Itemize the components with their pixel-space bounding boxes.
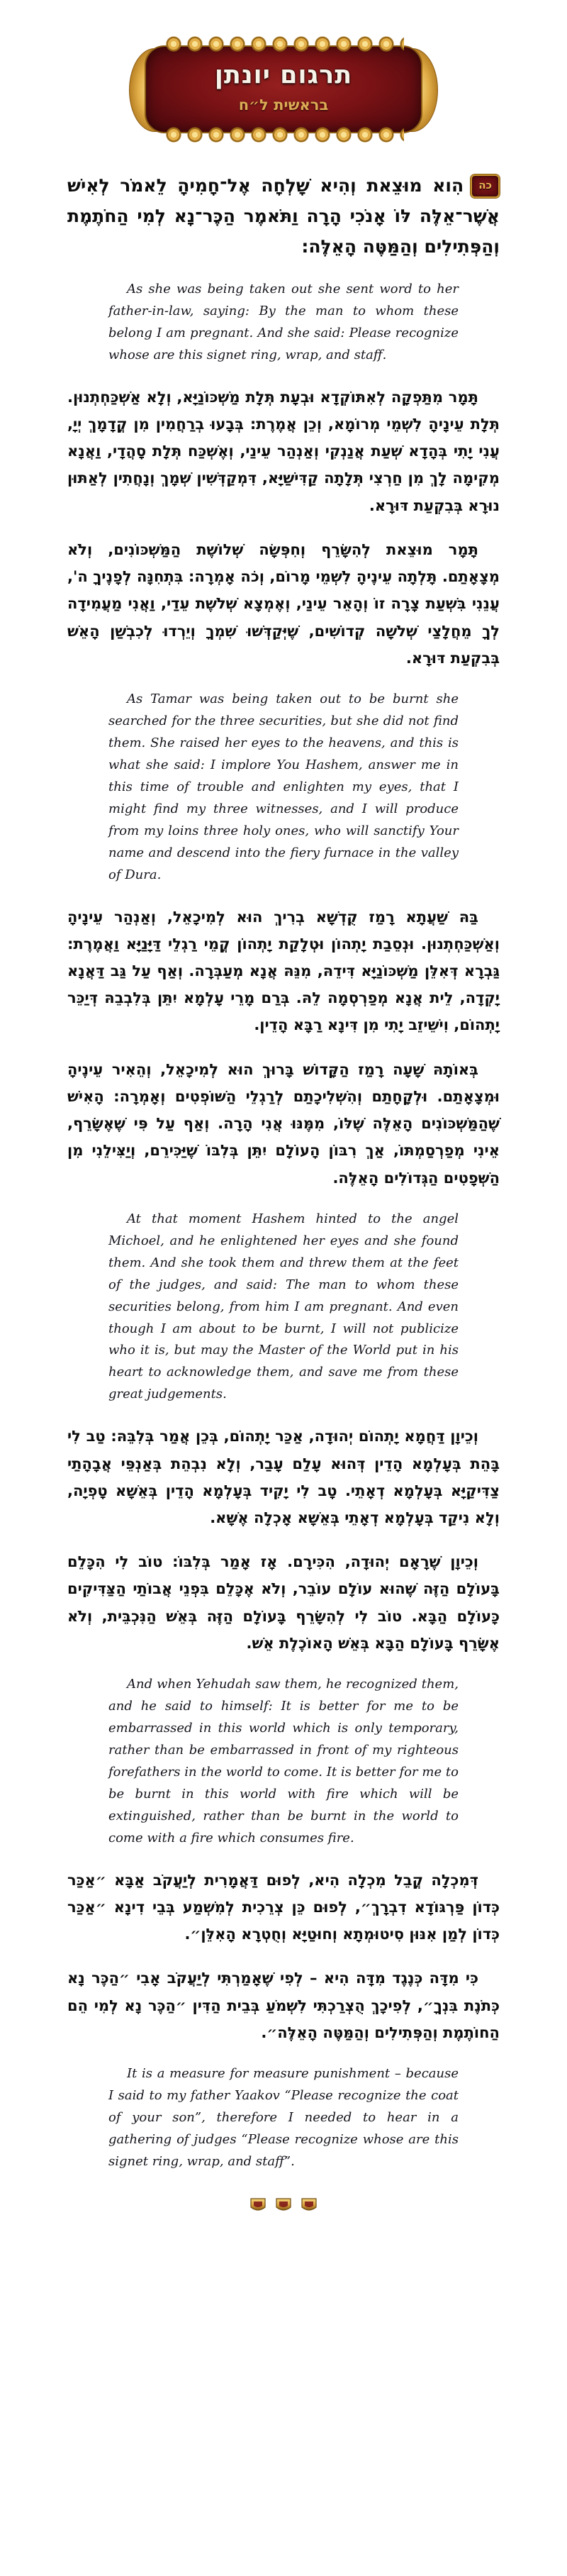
content-column <box>67 170 500 2173</box>
verse-number-badge: כה <box>471 174 500 198</box>
english-translation-paragraph: As she was being taken out she sent word to her father-in-law, saying: By the man to whom these belong I am pregnant. And she said: Please recognize whose are this signet ring, wrap, and staff. <box>108 282 459 362</box>
footer-nav <box>0 2197 567 2211</box>
targum-aramaic-paragraph: דְּמִכְלָה קֳבֵל מִכְלָה הִיא, לְפוּם דַּאֲמָרִית לְיַעֲקֹב אַבָּא ״אַכַּר כְּדוֹן פַּרְגּוֹדָא דִבְרָךְ״, לְפוּם כֵּן צְרֵכִית לְמִשְׁמַע בְּבֵי דִינָא ״אַכַּר כְּדוֹן לְמַן אִנּוּן סִיטוּמְתָא וְחוּטַיָּא וְחֻטְרָא הָאִלֵּן״. <box>67 1871 500 1943</box>
targum-aramaic-paragraph: תָּמָר מִתַּפְקָה לְאִתּוֹקְדָא וּבְעָת תְּלָת מַשְׁכּוֹנַיָּא, וְלָא אַשְׁכַּחְתְנוּן. תְּלָת עֵינָיהָ לִשְׁמֵי מְרוֹמָא, וְכֵן אֲמֶרֶת: בְּבָעוּ בְרַחֲמִין מִן קֳדָמָךְ יְיָ, עֲנִי יָתִי בְּהָדָא שְׁעַת אֲנַנְקִי וְאַנְהַר עֵינַי, וְאֶשְׁכַּח תְּלָת סָהֲדָי, וַאֲנָא מְקִימָה לָךְ מִן חַרְצִי תְּלָתָה קַדִּישַׁיָּא, דִּמְקַדְּשִׁין שְׁמָךְ וְנָחֲתִין לְאַתּוּן נוּרָא בְּבִקְעַת דּוּרָא. <box>67 388 500 514</box>
banner-scallop-bottom-icon <box>163 127 404 143</box>
banner-scallop-top-icon <box>163 36 404 52</box>
english-translation-paragraph: As Tamar was being taken out to be burnt she searched for the three securities, but she did not find them. She raised her eyes to the heavens, and this is what she said: I implore You Hashem, answer me in this time of trouble and enlighten my eyes, that I might find my three witnesses, and I will produce from my loins three holy ones, who will sanctify Your name and descend into the fiery furnace in the valley of Dura. <box>108 692 459 882</box>
verse-block <box>67 170 500 262</box>
hebrew-translation-paragraph: כִּי מִדָּה כְּנֶגֶד מִדָּה הִיא – לְפִי שֶׁאָמַרְתִּי לְיַעֲקֹב אָבִי ״הַכֶּר נָא כְּתֹנֶת בִּנְךָ״, לְפִיכָךְ הֻצְרַכְתִּי לִשְׁמֹעַ בְּבֵית הַדִּין ״הַכֶּר נָא לְמִי הֵם הַחוֹתֶמֶת וְהַפְּתִילִים וְהַמַּטֶּה הָאֵלֶּה״. <box>67 1970 500 2041</box>
hebrew-translation-paragraph: בְּאוֹתָהּ שָׁעָה רָמַז הַקָּדוֹשׁ בָּרוּךְ הוּא לְמִיכָאֵל, וְהֵאִיר עֵינֶיהָ וּמְצָאָתַם. וּלְקָחָתַם וְהִשְׁלִיכָתַם לְרַגְלֵי הַשּׁוֹפְטִים וְאָמְרָה: הָאִישׁ שֶׁהַמַּשְׁכּוֹנִים הָאֵלֶּה שֶׁלּוֹ, מִמֶּנּוּ אֲנִי הָרָה. וְאַף עַל פִּי שֶׁאֶשָּׂרֵף, אֵינִי מְפַרְסַמְתּוֹ, אַךְ רִבּוֹן הָעוֹלָם יִתֵּן בְּלִבּוֹ שֶׁיַּכִּירֵם, וְיַצִּילֵנִי מִן הַשְּׁפָטִים הַגְּדוֹלִים הָאֵלֶּה. <box>67 1060 500 1187</box>
hebrew-translation-paragraph: וְכֵיוָן שֶׁרָאָם יְהוּדָה, הִכִּירָם. אָז אָמַר בְּלִבּוֹ: טוֹב לִי הִכָּלֵם בָּעוֹלָם הַזֶּה שֶׁהוּא עוֹלָם עוֹבֵר, וְלֹא אֶכָּלֵם בִּפְנֵי אֲבוֹתַי הַצַּדִּיקִים כָּעוֹלָם הַבָּא. טוֹב לִי לְהִשָּׂרֵף בָּעוֹלָם הַזֶּה בְּאֵשׁ הַנִּכְבֵּית, וְלֹא אֶשָּׂרֵף בָּעוֹלָם הַבָּא בְּאֵשׁ הָאוֹכֶלֶת אֵשׁ. <box>67 1553 500 1652</box>
english-translation-paragraph: And when Yehudah saw them, he recognized them, and he said to himself: It is better for me to be embarrassed in this world which is only temporary, rather than be embarrassed in front of my righteous forefathers in the world to come. It is better for me to be burnt in this world with fire which will be extinguished, rather than be burnt in the world to come with a fire which consumes fire. <box>108 1677 459 1845</box>
header-banner <box>135 37 432 142</box>
targum-aramaic-paragraph: בַּהּ שַׁעֲתָא רָמַז קֻדְשָׁא בְרִיךְ הוּא לְמִיכָאֵל, וְאַנְהַר עֵינָיהָ וְאַשְׁכַּחְתְנוּן. וּנְסֵבַת יָתְהוֹן וּטְלָקַת יָתְהוֹן קֳמֵי רַגְלֵי דַּיָּנַיָּא וַאֲמֶרֶת: גַּבְרָא דְּאִלֵּן מַשְׁכּוֹנַיָּא דִּידֵהּ, מִנֵּהּ אֲנָא מְעַבְּרָה. וְאַף עַל גַּב דַּאֲנָא יָקְדָה, לֵית אֲנָא מְפַרְסְמָה לֵהּ. בְּרַם מָרֵי עָלְמָא יִתֵּן בְּלִבְבֵהּ דְּיַכֵּר יָתְהוֹם, וִישֵׁיזֵב יָתִי מִן דִּינָא רַבָּא הָדֵין. <box>67 908 500 1034</box>
hebrew-translation-paragraph: תָּמָר מוּצֵאת לְהִשָּׂרֵף וְחִפְּשָׂה שְׁלוֹשֶׁת הַמַּשְׁכּוֹנִים, וְלֹא מְצָאָתַם. תָּלְתָה עֵינֶיהָ לִשְׁמֵי מָרוֹם, וְכֹה אָמְרָה: בִּתְחִנָּה לְפָנֶיךָ ה', עֲנֵנִי בִּשְׁעַת צָרָה זוֹ וְהָאֵר עֵינַי, וְאֶמְצָא שְׁלֹשֶׁת עֵדַי, וַאֲנִי מַעֲמִידָה לְךָ מֵחֲלָצַי שְׁלֹשָׁה קְדוֹשִׁים, שֶׁיְּקַדְּשׁוּ שִׁמְךָ וְיֵרְדוּ לְכִבְשַׁן הָאֵשׁ בְּבִקְעַת דּוּרָא. <box>67 540 500 667</box>
nav-next-icon[interactable] <box>301 2197 318 2211</box>
page <box>0 37 567 2231</box>
targum-aramaic-paragraph: וְכֵיוָן דַּחֲמָא יָתְהוֹם יְהוּדָה, אַכַּר יָתְהוֹם, בְּכֵן אֲמַר בְּלִבֵּהּ: טַב לִי בָּהֵת בְּעָלְמָא הָדֵין דְּהוּא עָלַם עָבַר, וְלָא נִבְהֵת בְּאַנְפֵּי אֲבָהָתַי צַדִּיקַיָּא בְּעָלְמָא דְאָתֵי. טָב לִי יָקִיד בְּעָלְמָא הָדֵין בְּאֵשָׁא טָפְיָה, וְלָא נִיקַד בְּעָלְמָא דְאָתֵי בְּאֵשָׁא אָכְלָה אֶשָּׁא. <box>67 1428 500 1526</box>
english-translation-paragraph: It is a measure for measure punishment – because I said to my father Yaakov “Please recognize the coat of your son”, therefore I needed to hear in a gathering of judges “Please recognize whose are this signet ring, wrap, and staff”. <box>108 2066 459 2169</box>
nav-previous-icon[interactable] <box>249 2197 266 2211</box>
english-translation-paragraph: At that moment Hashem hinted to the angel Michoel, and he enlightened her eyes and she found them. And she took them and threw them at the feet of the judges, and said: The man to whom these securities belong, from him I am pregnant. And even though I am about to be burnt, I will not publicize who it is, but may the Master of the World put in his heart to acknowledge them, and save me from these great judgements. <box>108 1211 459 1402</box>
page-title: תרגום יונתן <box>214 61 353 89</box>
verse-text: הִוא מוּצֵאת וְהִיא שָׁלְחָה אֶל־חָמִיהָ לֵאמֹר לְאִישׁ אֲשֶׁר־אֵלֶּה לּוֹ אָנֹכִי הָרָה וַתֹּאמֶר הַכֶּר־נָא לְמִי הַחֹתֶמֶת וְהַפְּתִילִים וְהַמַּטֶּה הָאֵלֶּה: <box>67 175 500 257</box>
page-subtitle: בראשית ל״ח <box>238 96 329 113</box>
nav-index-icon[interactable] <box>275 2197 292 2211</box>
